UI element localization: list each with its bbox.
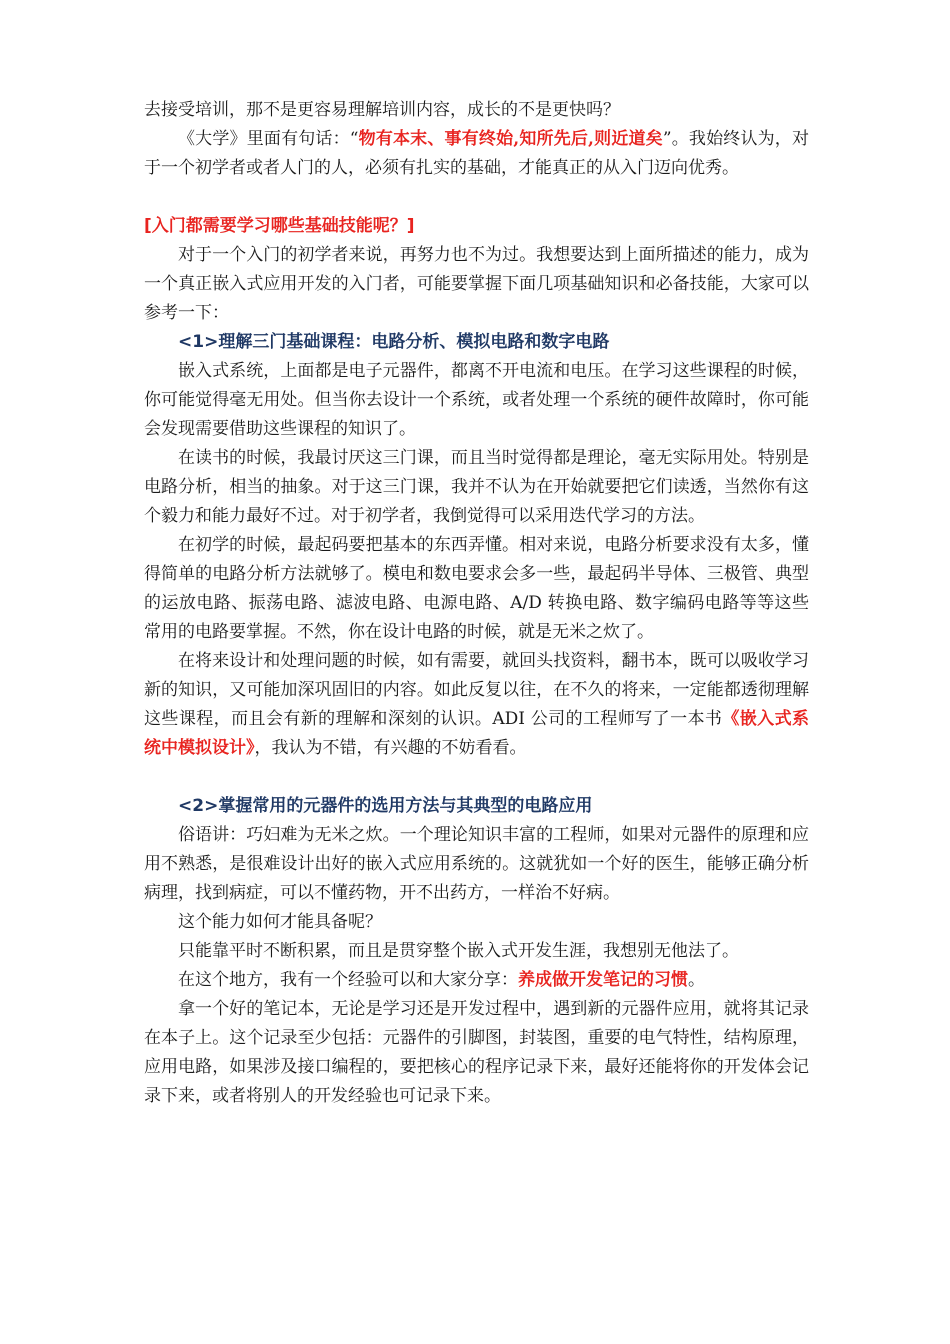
paragraph-2-after: ”。我始终认为，对于一个初学者或者人门的人，必须有扎实的基础，才能真正的从入门迈向优秀。 <box>144 129 809 178</box>
note-habit-highlight: 养成做开发笔记的习惯 <box>518 970 688 990</box>
paragraph-6: 在初学的时候，最起码要把基本的东西弄懂。相对来说，电路分析要求没有太多，懂得简单的电路分析方法就够了。模电和数电要求会多一些，最起码半导体、三极管、典型的运放电路、振荡电路、滤波电路、电源电路、A/D 转换电路、数字编码电路等等这些常用的电路要掌握。不然，你在设计电路的时候，就是无米之炊了。 <box>144 535 809 642</box>
paragraph-5: 在读书的时候，我最讨厌这三门课，而且当时觉得都是理论，毫无实际用处。特别是电路分析，相当的抽象。对于这三门课，我并不认为在开始就要把它们读透，当然你有这个毅力和能力最好不过。对于初学者，我倒觉得可以采用迭代学习的方法。 <box>144 448 809 526</box>
paragraph-4: 嵌入式系统，上面都是电子元器件，都离不开电流和电压。在学习这些课程的时候，你可能觉得毫无用处。但当你去设计一个系统，或者处理一个系统的硬件故障时，你可能会发现需要借助这些课程的知识了。 <box>144 361 809 439</box>
subsection-title-2: <2>掌握常用的元器件的选用方法与其典型的电路应用 <box>178 796 593 816</box>
paragraph-2 <box>144 125 809 183</box>
paragraph-11-after: 。 <box>688 970 705 990</box>
subsection-title-1: <1>理解三门基础课程：电路分析、模拟电路和数字电路 <box>178 332 610 352</box>
classic-quote: 物有本末、事有终始,知所先后,则近道矣 <box>358 129 663 149</box>
paragraph-2-before: 《大学》里面有句话：“ <box>178 129 359 149</box>
book-title: 《嵌入式系统中模拟设计》 <box>144 709 810 758</box>
paragraph-7-after: ，我认为不错，有兴趣的不妨看看。 <box>254 738 527 758</box>
paragraph-3: 对于一个入门的初学者来说，再努力也不为过。我想要达到上面所描述的能力，成为一个真正嵌入式应用开发的入门者，可能要掌握下面几项基础知识和必备技能，大家可以参考一下： <box>144 245 809 323</box>
section-title: [入门都需要学习哪些基础技能呢？] <box>144 216 415 236</box>
paragraph-8: 俗语讲：巧妇难为无米之炊。一个理论知识丰富的工程师，如果对元器件的原理和应用不熟悉，是很难设计出好的嵌入式应用系统的。这就犹如一个好的医生，能够正确分析病理，找到病症，可以不懂药物，开不出药方，一样治不好病。 <box>144 825 809 903</box>
paragraph-11-before: 在这个地方，我有一个经验可以和大家分享： <box>178 970 518 990</box>
paragraph-12: 拿一个好的笔记本，无论是学习还是开发过程中，遇到新的元器件应用，就将其记录在本子上。这个记录至少包括：元器件的引脚图，封装图，重要的电气特性，结构原理，应用电路，如果涉及接口编程的，要把核心的程序记录下来，最好还能将你的开发体会记录下来，或者将别人的开发经验也可记录下来。 <box>144 999 809 1106</box>
document-page <box>144 96 809 1111</box>
paragraph-1: 去接受培训，那不是更容易理解培训内容，成长的不是更快吗？ <box>144 100 620 120</box>
paragraph-11 <box>144 966 809 995</box>
paragraph-7 <box>144 647 809 763</box>
paragraph-9: 这个能力如何才能具备呢？ <box>178 912 382 932</box>
paragraph-10: 只能靠平时不断积累，而且是贯穿整个嵌入式开发生涯，我想别无他法了。 <box>178 941 739 961</box>
paragraph-7-before: 在将来设计和处理问题的时候，如有需要，就回头找资料，翻书本，既可以吸收学习新的知识，又可能加深巩固旧的内容。如此反复以往，在不久的将来，一定能都透彻理解这些课程，而且会有新的理解和深刻的认识。ADI 公司的工程师写了一本书 <box>144 651 809 729</box>
